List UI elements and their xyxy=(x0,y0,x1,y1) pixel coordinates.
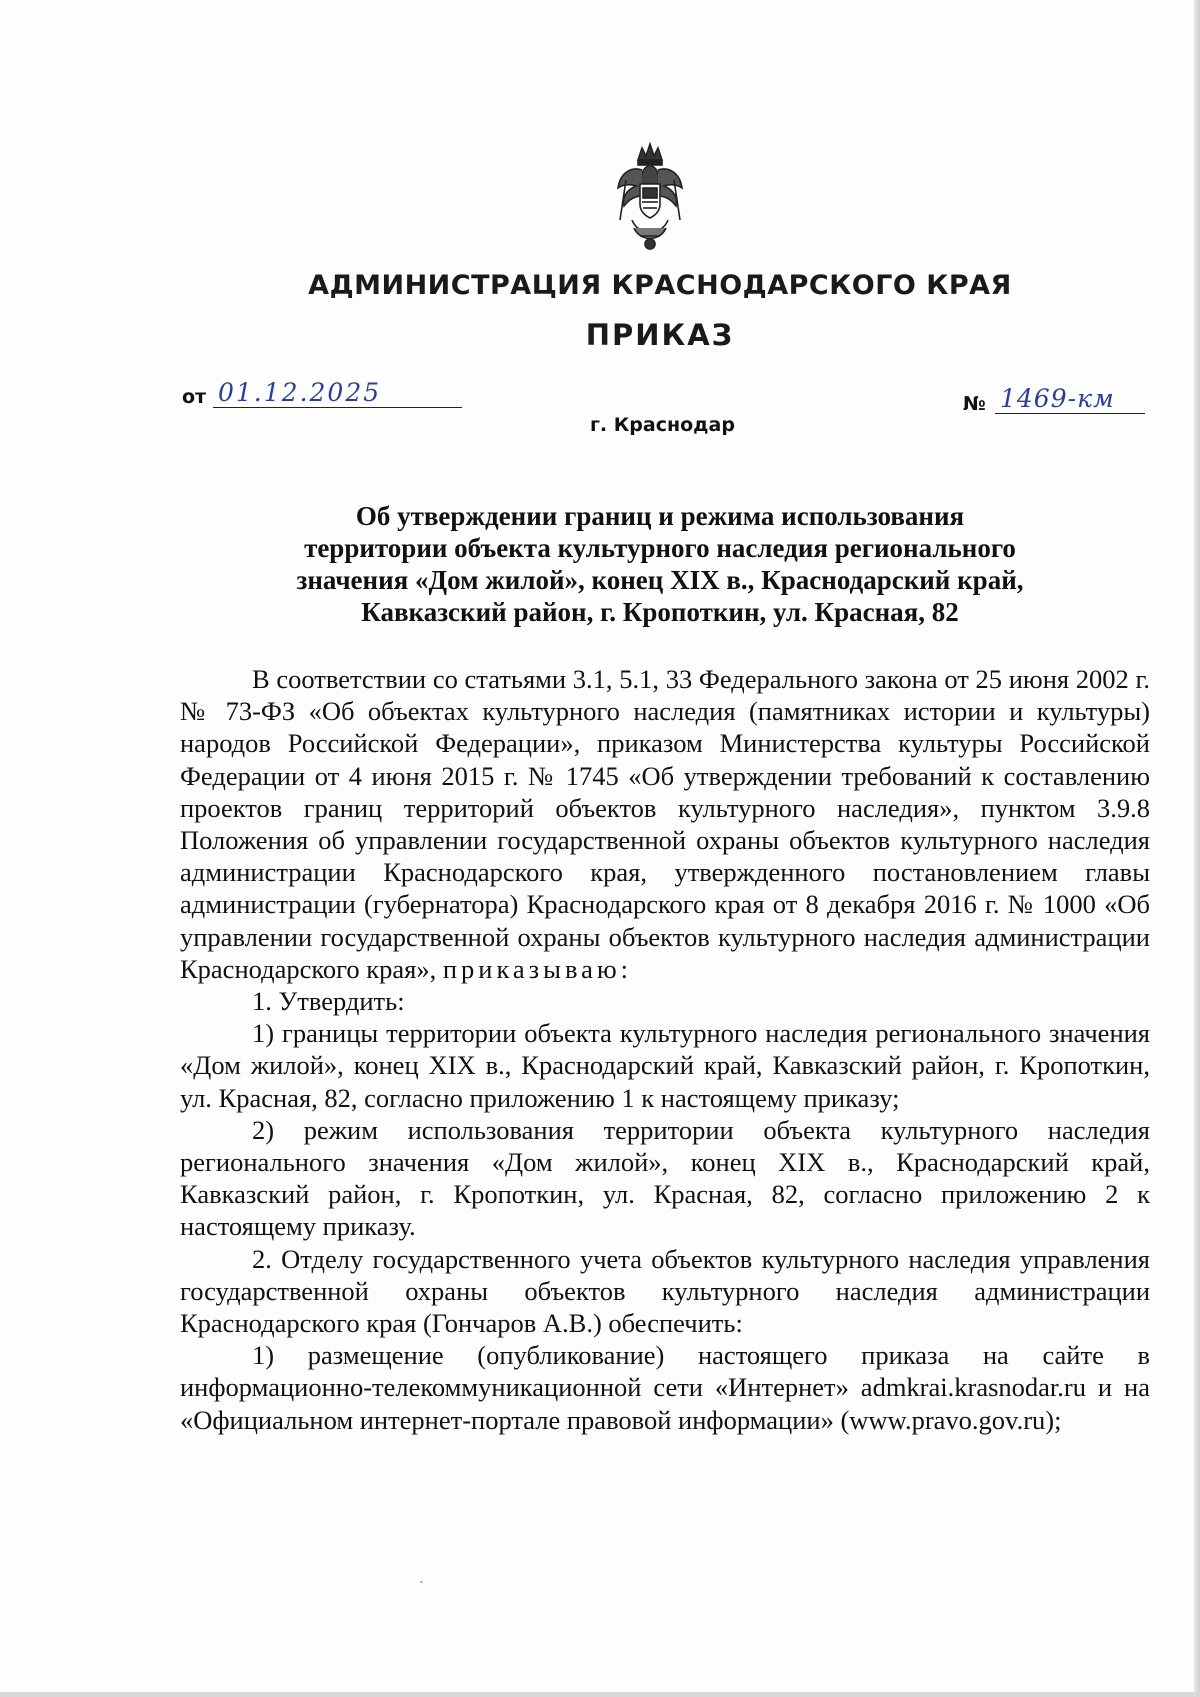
title-line: значения «Дом жилой», конец XIX в., Краснодарский край, xyxy=(296,565,1024,595)
clause-1-1: 1) границы территории объекта культурного наследия регионального значения «Дом жилой», конец XIX в., Краснодарский край, Кавказский район, г. Кропоткин, ул. Красная, 82, согласно приложению 1 к настоящему приказу; xyxy=(180,1018,1150,1113)
number-underline xyxy=(995,413,1145,414)
clause-2: 2. Отделу государственного учета объектов культурного наследия управления государственной охраны объектов культурного наследия администрации Краснодарского края (Гончаров А.В.) обеспечить: xyxy=(180,1243,1150,1339)
city-name: г. Краснодар xyxy=(590,414,735,436)
title-line: Кавказский район, г. Кропоткин, ул. Красная, 82 xyxy=(361,597,959,627)
scan-edge xyxy=(1194,0,1200,1697)
date-label: от xyxy=(182,386,207,408)
title-line: Об утверждении границ и режима использования xyxy=(355,501,965,531)
document-type: ПРИКАЗ xyxy=(585,318,735,352)
scan-bottom-edge xyxy=(0,1692,1200,1697)
title-line: территории объекта культурного наследия регионального xyxy=(304,533,1016,563)
document-body xyxy=(180,663,1150,1436)
date-underline xyxy=(213,407,462,408)
preamble-paragraph xyxy=(180,663,1150,985)
clause-2-1: 1) размещение (опубликование) настоящего приказа на сайте в информационно-телекоммуникационной сети «Интернет» admkrai.krasnodar.ru и на «Официальном интернет-портале правовой информации» (www.pravo.gov.ru); xyxy=(180,1340,1150,1435)
clause-1: 1. Утвердить: xyxy=(252,986,405,1017)
scan-speck xyxy=(420,1581,423,1583)
order-word: приказываю: xyxy=(442,953,633,984)
handwritten-date: 01.12.2025 xyxy=(218,378,382,407)
coat-of-arms-icon xyxy=(612,140,688,252)
handwritten-number: 1469-км xyxy=(1000,384,1115,413)
clause-1-2: 2) режим использования территории объекта культурного наследия регионального значения «Дом жилой», конец XIX в., Краснодарский край, Кавказский район, г. Кропоткин, ул. Красная, 82, согласно приложению 2 к настоящему приказу. xyxy=(180,1114,1150,1242)
preamble-text: В соответствии со статьями 3.1, 5.1, 33 Федерального закона от 25 июня 2002 г. № 73-ФЗ «Об объектах культурного наследия (памятниках истории и культуры) народов Российской Федерации», приказом Министерства культуры Российской Федерации от 4 июня 2015 г. № 1745 «Об утверждении требований к составлению проектов границ территорий объектов культурного наследия», пунктом 3.9.8 Положения об управлении государственной охраны объектов культурного наследия администрации Краснодарского края, утвержденного постановлением главы администрации (губернатора) Краснодарского края от 8 декабря 2016 г. № 1000 «Об управлении государственной охраны объектов культурного наследия администрации Краснодарского края», xyxy=(180,664,1150,984)
document-title xyxy=(230,500,1090,628)
number-label: № xyxy=(963,393,986,415)
organization-name: АДМИНИСТРАЦИЯ КРАСНОДАРСКОГО КРАЯ xyxy=(308,270,1012,301)
